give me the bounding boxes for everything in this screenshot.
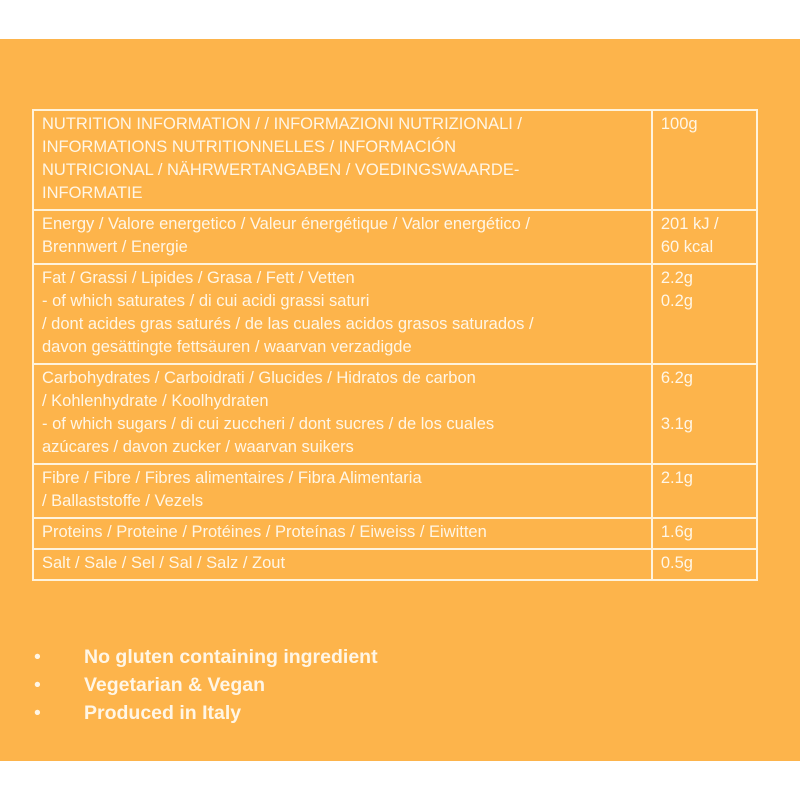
table-row-energy: [33, 210, 757, 264]
table-row-carbohydrates: [33, 364, 757, 464]
header-label-cell: [33, 110, 652, 210]
table-row-fat: [33, 264, 757, 364]
nutrition-table: [32, 109, 758, 581]
table-header-row: [33, 110, 757, 210]
fibre-label-line: / Ballaststoffe / Vezels: [42, 492, 204, 510]
energy-kj-value: 201 kJ /: [660, 215, 719, 233]
carbohydrates-label-line: Carbohydrates / Carboidrati / Glucides / Hidratos de carbon: [42, 369, 476, 387]
claim-item-vegan: [30, 671, 378, 699]
fibre-label-line: Fibre / Fibre / Fibres alimentaires / Fibra Alimentaria: [42, 469, 422, 487]
carbohydrates-label-line: / Kohlenhydrate / Koolhydraten: [42, 392, 269, 410]
carbohydrates-label-line: - of which sugars / di cui zuccheri / dont sucres / de los cuales: [42, 415, 495, 433]
table-row-fibre: [33, 464, 757, 518]
energy-label-line: Energy / Valore energetico / Valeur énergétique / Valor energético /: [42, 215, 530, 233]
value-spacer: [661, 390, 748, 413]
proteins-value: 1.6g: [660, 523, 693, 541]
salt-value: 0.5g: [660, 554, 693, 572]
carbohydrates-value: 6.2g: [660, 369, 693, 387]
fat-label-line: / dont acides gras saturés / de las cuales acidos grasos saturados /: [42, 315, 534, 333]
carbohydrates-value-cell: [652, 364, 757, 464]
product-claims-list: [30, 643, 378, 727]
saturates-value: 0.2g: [660, 292, 693, 310]
claim-text: Vegetarian & Vegan: [84, 674, 265, 696]
fat-value: 2.2g: [660, 269, 693, 287]
header-label-line: INFORMATIE: [42, 184, 143, 202]
header-label-line: INFORMATIONS NUTRITIONNELLES / INFORMACIÓN: [42, 138, 457, 156]
claim-text: Produced in Italy: [84, 702, 242, 724]
table-row-salt: [33, 549, 757, 580]
fibre-value-cell: [652, 464, 757, 518]
energy-value-cell: [652, 210, 757, 264]
header-value-cell: [652, 110, 757, 210]
sugars-value: 3.1g: [660, 415, 693, 433]
fibre-label-cell: [33, 464, 652, 518]
claim-text: No gluten containing ingredient: [84, 646, 378, 668]
energy-label-line: Brennwert / Energie: [42, 238, 188, 256]
claim-item-gluten: [30, 643, 378, 671]
carbohydrates-label-line: azúcares / davon zucker / waarvan suikers: [42, 438, 354, 456]
bullet-icon: •: [34, 646, 41, 668]
header-value: 100g: [660, 115, 698, 133]
header-label-line: NUTRITION INFORMATION / / INFORMAZIONI NUTRIZIONALI /: [42, 115, 523, 133]
energy-label-cell: [33, 210, 652, 264]
fibre-value: 2.1g: [660, 469, 693, 487]
proteins-label-cell: [33, 518, 652, 549]
fat-label-line: - of which saturates / di cui acidi grassi saturi: [42, 292, 370, 310]
claim-item-origin: [30, 699, 378, 727]
salt-label-cell: [33, 549, 652, 580]
bullet-icon: •: [34, 674, 41, 696]
fat-label-line: Fat / Grassi / Lipides / Grasa / Fett / Vetten: [42, 269, 355, 287]
carbohydrates-label-cell: [33, 364, 652, 464]
fat-label-line: davon gesättingte fettsäuren / waarvan verzadigde: [42, 338, 412, 356]
energy-kcal-value: 60 kcal: [660, 238, 714, 256]
salt-value-cell: [652, 549, 757, 580]
header-label-line: NUTRICIONAL / NÄHRWERTANGABEN / VOEDINGSWAARDE-: [42, 161, 520, 179]
salt-label-line: Salt / Sale / Sel / Sal / Salz / Zout: [42, 554, 286, 572]
fat-label-cell: [33, 264, 652, 364]
proteins-label-line: Proteins / Proteine / Protéines / Proteínas / Eiweiss / Eiwitten: [42, 523, 487, 541]
bullet-icon: •: [34, 702, 41, 724]
proteins-value-cell: [652, 518, 757, 549]
table-row-proteins: [33, 518, 757, 549]
label-panel: [0, 39, 800, 761]
fat-value-cell: [652, 264, 757, 364]
